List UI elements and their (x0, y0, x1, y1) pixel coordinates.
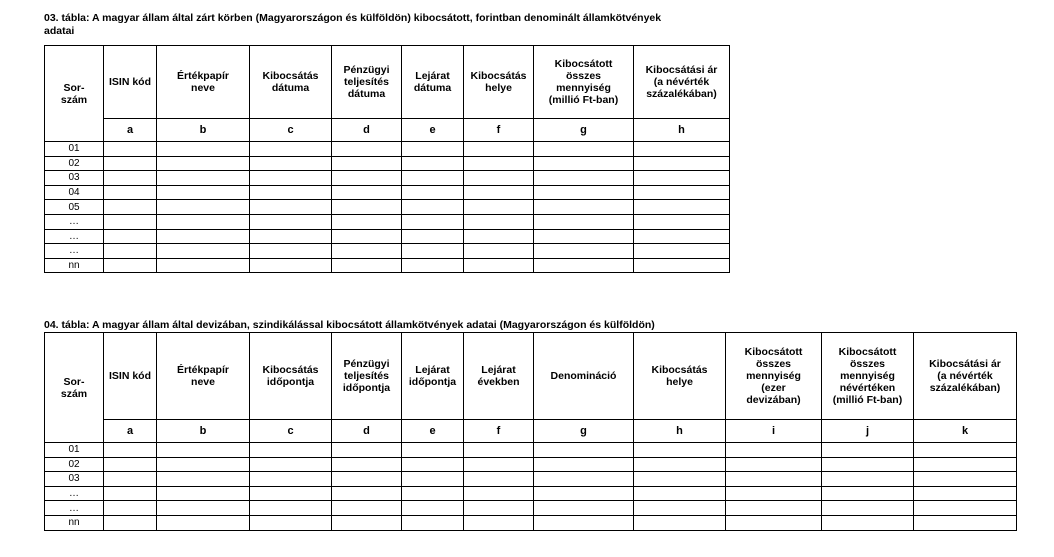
empty-cell (104, 443, 157, 458)
empty-cell (464, 443, 534, 458)
empty-cell (534, 244, 634, 259)
empty-cell (534, 457, 634, 472)
column-letter: a (104, 119, 157, 142)
empty-cell (250, 457, 332, 472)
empty-cell (250, 214, 332, 229)
table-row (45, 501, 1017, 516)
empty-cell (534, 515, 634, 530)
empty-cell (726, 472, 822, 487)
empty-cell (464, 185, 534, 200)
empty-cell (157, 457, 250, 472)
empty-cell (464, 156, 534, 171)
empty-cell (104, 229, 157, 244)
empty-cell (534, 229, 634, 244)
empty-cell (914, 443, 1017, 458)
empty-cell (914, 486, 1017, 501)
empty-cell (914, 472, 1017, 487)
empty-cell (634, 258, 730, 273)
row-number: nn (45, 258, 104, 273)
empty-cell (464, 244, 534, 259)
empty-cell (104, 142, 157, 157)
row-number: … (45, 244, 104, 259)
empty-cell (157, 214, 250, 229)
empty-cell (634, 501, 726, 516)
row-number-header: Sor- szám (45, 333, 104, 443)
empty-cell (332, 244, 402, 259)
empty-cell (157, 486, 250, 501)
empty-cell (332, 443, 402, 458)
empty-cell (634, 214, 730, 229)
empty-cell (634, 515, 726, 530)
empty-cell (332, 200, 402, 215)
empty-cell (402, 443, 464, 458)
row-number: 01 (45, 142, 104, 157)
column-header: Kibocsátott összes mennyiség (millió Ft-ban) (534, 46, 634, 119)
empty-cell (634, 229, 730, 244)
column-header: Pénzügyi teljesítés dátuma (332, 46, 402, 119)
empty-cell (402, 156, 464, 171)
column-header: Kibocsátás dátuma (250, 46, 332, 119)
column-header: Kibocsátott összes mennyiség névértéken (millió Ft-ban) (822, 333, 914, 420)
table-row (45, 486, 1017, 501)
column-header: Kibocsátott összes mennyiség (ezer devizában) (726, 333, 822, 420)
table-row (45, 244, 730, 259)
empty-cell (104, 171, 157, 186)
row-number: 01 (45, 443, 104, 458)
empty-cell (822, 515, 914, 530)
bond-table-forint (44, 45, 730, 273)
empty-cell (822, 472, 914, 487)
table-row (45, 156, 730, 171)
column-letter: b (157, 420, 250, 443)
table-row (45, 457, 1017, 472)
empty-cell (332, 457, 402, 472)
empty-cell (726, 457, 822, 472)
empty-cell (726, 443, 822, 458)
empty-cell (104, 214, 157, 229)
column-header: Kibocsátás helye (464, 46, 534, 119)
table-row (45, 515, 1017, 530)
empty-cell (104, 472, 157, 487)
empty-cell (464, 515, 534, 530)
empty-cell (402, 185, 464, 200)
empty-cell (250, 258, 332, 273)
empty-cell (332, 214, 402, 229)
empty-cell (726, 501, 822, 516)
empty-cell (726, 486, 822, 501)
column-header: Lejárat dátuma (402, 46, 464, 119)
empty-cell (157, 472, 250, 487)
empty-cell (534, 142, 634, 157)
empty-cell (402, 171, 464, 186)
empty-cell (914, 457, 1017, 472)
empty-cell (634, 472, 726, 487)
empty-cell (332, 515, 402, 530)
column-letter: k (914, 420, 1017, 443)
empty-cell (534, 156, 634, 171)
column-header: Kibocsátási ár (a névérték százalékában) (634, 46, 730, 119)
column-letter: d (332, 119, 402, 142)
column-header: Kibocsátási ár (a névérték százalékában) (914, 333, 1017, 420)
empty-cell (250, 185, 332, 200)
empty-cell (104, 501, 157, 516)
empty-cell (534, 214, 634, 229)
table-row (45, 142, 730, 157)
empty-cell (332, 258, 402, 273)
empty-cell (402, 515, 464, 530)
bond-table-fx (44, 332, 1017, 531)
column-letter: c (250, 420, 332, 443)
column-letter: f (464, 420, 534, 443)
empty-cell (250, 486, 332, 501)
empty-cell (332, 501, 402, 516)
table-row (45, 200, 730, 215)
column-letter: h (634, 420, 726, 443)
table-row (45, 258, 730, 273)
empty-cell (250, 200, 332, 215)
empty-cell (332, 229, 402, 244)
row-number: … (45, 486, 104, 501)
column-header: Lejárat időpontja (402, 333, 464, 420)
empty-cell (332, 472, 402, 487)
empty-cell (250, 156, 332, 171)
empty-cell (634, 200, 730, 215)
column-letter: f (464, 119, 534, 142)
table-row (45, 214, 730, 229)
table-title: 04. tábla: A magyar állam által devizában, szindikálással kibocsátott államkötvények adatai (Magyarországon és külföldön) (44, 319, 655, 331)
row-number: … (45, 501, 104, 516)
empty-cell (464, 457, 534, 472)
empty-cell (464, 171, 534, 186)
empty-cell (534, 200, 634, 215)
empty-cell (402, 258, 464, 273)
empty-cell (822, 486, 914, 501)
empty-cell (534, 443, 634, 458)
column-letter: i (726, 420, 822, 443)
empty-cell (464, 200, 534, 215)
empty-cell (464, 258, 534, 273)
empty-cell (250, 171, 332, 186)
empty-cell (250, 244, 332, 259)
row-number: 02 (45, 156, 104, 171)
empty-cell (157, 258, 250, 273)
column-header: ISIN kód (104, 46, 157, 119)
empty-cell (104, 258, 157, 273)
empty-cell (157, 229, 250, 244)
empty-cell (402, 501, 464, 516)
row-number: 05 (45, 200, 104, 215)
empty-cell (634, 443, 726, 458)
empty-cell (464, 486, 534, 501)
table-row (45, 229, 730, 244)
empty-cell (250, 443, 332, 458)
empty-cell (634, 156, 730, 171)
column-header: Értékpapír neve (157, 333, 250, 420)
empty-cell (332, 156, 402, 171)
empty-cell (250, 515, 332, 530)
column-letter: a (104, 420, 157, 443)
row-number: 03 (45, 472, 104, 487)
table-row (45, 472, 1017, 487)
empty-cell (157, 156, 250, 171)
empty-cell (157, 443, 250, 458)
empty-cell (464, 472, 534, 487)
empty-cell (157, 185, 250, 200)
row-number: … (45, 214, 104, 229)
row-number: 03 (45, 171, 104, 186)
empty-cell (402, 200, 464, 215)
row-number: nn (45, 515, 104, 530)
empty-cell (157, 142, 250, 157)
empty-cell (402, 142, 464, 157)
table-row (45, 443, 1017, 458)
empty-cell (157, 515, 250, 530)
empty-cell (914, 501, 1017, 516)
empty-cell (464, 142, 534, 157)
empty-cell (250, 229, 332, 244)
column-header: Értékpapír neve (157, 46, 250, 119)
empty-cell (534, 486, 634, 501)
empty-cell (634, 244, 730, 259)
empty-cell (402, 472, 464, 487)
table-title: 03. tábla: A magyar állam által zárt körben (Magyarországon és külföldön) kibocsátott, forintban denominált államkötvények adatai (44, 12, 662, 37)
empty-cell (402, 457, 464, 472)
column-letter: j (822, 420, 914, 443)
row-number: 02 (45, 457, 104, 472)
empty-cell (332, 142, 402, 157)
column-header: Lejárat években (464, 333, 534, 420)
empty-cell (250, 142, 332, 157)
empty-cell (534, 258, 634, 273)
column-letter: g (534, 119, 634, 142)
row-number: 04 (45, 185, 104, 200)
empty-cell (634, 486, 726, 501)
empty-cell (332, 185, 402, 200)
empty-cell (332, 486, 402, 501)
empty-cell (250, 501, 332, 516)
empty-cell (104, 515, 157, 530)
empty-cell (534, 501, 634, 516)
empty-cell (104, 457, 157, 472)
column-header: ISIN kód (104, 333, 157, 420)
column-letter: b (157, 119, 250, 142)
column-header: Pénzügyi teljesítés időpontja (332, 333, 402, 420)
empty-cell (104, 200, 157, 215)
empty-cell (464, 501, 534, 516)
empty-cell (464, 214, 534, 229)
column-letter: h (634, 119, 730, 142)
empty-cell (332, 171, 402, 186)
empty-cell (104, 156, 157, 171)
empty-cell (634, 457, 726, 472)
empty-cell (157, 171, 250, 186)
table-row (45, 171, 730, 186)
column-header: Kibocsátás időpontja (250, 333, 332, 420)
empty-cell (534, 171, 634, 186)
column-letter: e (402, 420, 464, 443)
empty-cell (726, 515, 822, 530)
empty-cell (634, 142, 730, 157)
empty-cell (534, 185, 634, 200)
empty-cell (634, 171, 730, 186)
empty-cell (634, 185, 730, 200)
empty-cell (914, 515, 1017, 530)
empty-cell (822, 457, 914, 472)
empty-cell (402, 229, 464, 244)
row-number-header: Sor- szám (45, 46, 104, 142)
column-letter: d (332, 420, 402, 443)
empty-cell (402, 486, 464, 501)
empty-cell (250, 472, 332, 487)
empty-cell (534, 472, 634, 487)
empty-cell (822, 501, 914, 516)
column-letter: e (402, 119, 464, 142)
empty-cell (157, 200, 250, 215)
empty-cell (464, 229, 534, 244)
column-letter: g (534, 420, 634, 443)
table-row (45, 185, 730, 200)
empty-cell (104, 185, 157, 200)
empty-cell (157, 501, 250, 516)
column-header: Kibocsátás helye (634, 333, 726, 420)
empty-cell (157, 244, 250, 259)
empty-cell (822, 443, 914, 458)
empty-cell (104, 486, 157, 501)
row-number: … (45, 229, 104, 244)
column-header: Denomináció (534, 333, 634, 420)
empty-cell (104, 244, 157, 259)
empty-cell (402, 214, 464, 229)
empty-cell (402, 244, 464, 259)
column-letter: c (250, 119, 332, 142)
